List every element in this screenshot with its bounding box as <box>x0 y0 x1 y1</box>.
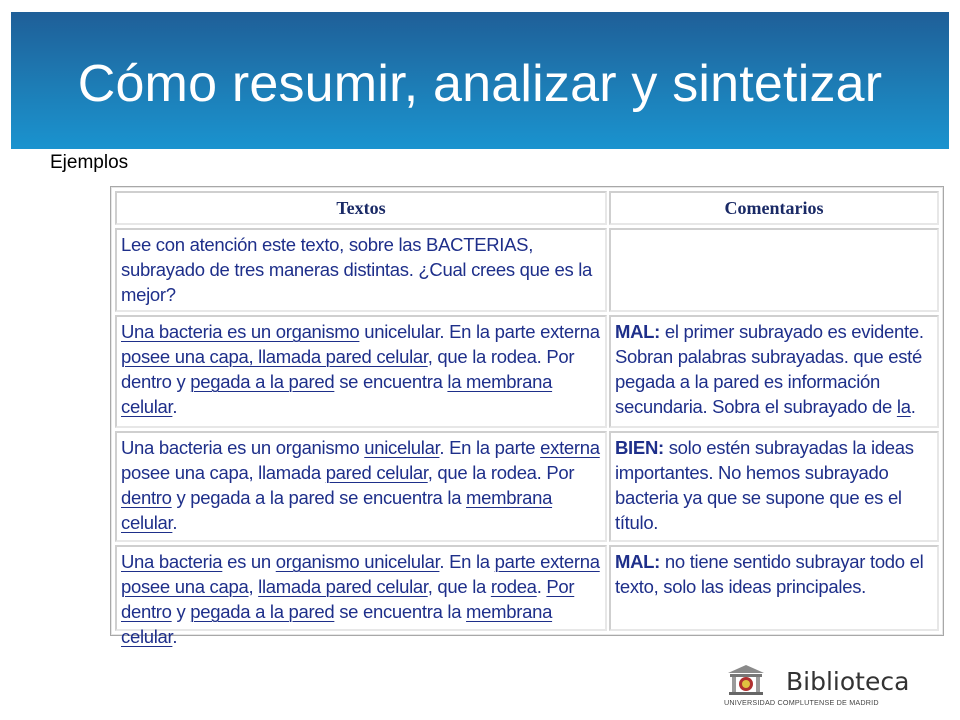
text-segment: no tiene sentido subrayar todo el texto, solo las ideas principales. <box>615 551 924 597</box>
university-crest-icon <box>726 664 766 698</box>
underlined-segment: llamada pared celular <box>258 576 428 597</box>
underlined-segment: rodea <box>490 576 537 597</box>
underlined-segment: Una bacteria es un organismo <box>121 321 360 342</box>
text-segment: Una bacteria es un organismo <box>121 437 365 458</box>
text-segment: se encuentra <box>334 371 448 392</box>
text-segment: , que la rodea. Por dentro y <box>121 346 575 392</box>
header-comentarios: Comentarios <box>609 191 939 225</box>
header-textos: Textos <box>115 191 607 225</box>
underlined-segment: pared celular <box>325 462 428 483</box>
text-segment: el primer subrayado es evidente. Sobran palabras subrayadas. que esté pegada a la pared es información secundaria. Sobra el subrayado de <box>615 321 924 417</box>
text-segment: . En la parte <box>439 437 541 458</box>
underlined-segment: posee una capa, llamada pared celular <box>121 346 428 367</box>
underlined-segment: unicelular <box>364 437 440 458</box>
slide-subtitle: Ejemplos <box>50 152 129 173</box>
underlined-segment: membrana celular <box>121 487 553 533</box>
text-segment: . En la <box>439 551 495 572</box>
text-segment: es un <box>222 551 276 572</box>
underlined-segment: la <box>896 396 911 417</box>
examples-table <box>110 186 944 647</box>
example-comment-3 <box>609 545 939 631</box>
title-bar <box>11 12 949 149</box>
underlined-segment: pegada a la pared <box>190 601 335 622</box>
example-comment-2 <box>609 431 939 542</box>
text-segment: se encuentra la <box>334 601 467 622</box>
intro-comment-cell <box>609 228 939 312</box>
underlined-segment: externa <box>540 437 600 458</box>
logo-subtitle: UNIVERSIDAD COMPLUTENSE DE MADRID <box>724 698 879 707</box>
logo-wordmark: Biblioteca <box>786 667 910 696</box>
verdict-label: MAL: <box>615 321 661 342</box>
verdict-label: BIEN: <box>615 437 664 458</box>
verdict-label: MAL: <box>615 551 661 572</box>
text-segment: . <box>172 396 178 417</box>
underlined-segment: parte externa <box>494 551 600 572</box>
text-segment: y <box>171 601 191 622</box>
text-segment: , <box>248 576 259 597</box>
intro-cell: Lee con atención este texto, sobre las BACTERIAS, subrayado de tres maneras distintas. ¿Cual crees que es la mejor? <box>115 228 607 312</box>
underlined-segment: Por dentro <box>121 576 575 622</box>
text-segment: . <box>910 396 916 417</box>
underlined-segment: organismo unicelular <box>275 551 440 572</box>
text-segment: solo estén subrayadas la ideas importantes. No hemos subrayado bacteria ya que se supone que es el título. <box>615 437 914 533</box>
underlined-segment: dentro <box>121 487 172 508</box>
text-segment: unicelular. En la parte externa <box>359 321 600 342</box>
text-segment: . <box>536 576 547 597</box>
text-segment: y pegada a la pared se encuentra la <box>171 487 467 508</box>
text-segment: , que la rodea. Por <box>427 462 575 483</box>
underlined-segment: membrana celular <box>121 601 553 647</box>
example-text-1 <box>115 315 607 428</box>
example-comment-1 <box>609 315 939 428</box>
text-segment: . <box>172 512 178 533</box>
underlined-segment: pegada a la pared <box>190 371 335 392</box>
underlined-segment: Una bacteria <box>121 551 223 572</box>
slide-title: Cómo resumir, analizar y sintetizar <box>77 55 883 113</box>
underlined-segment: la membrana celular <box>121 371 553 417</box>
underlined-segment: posee una capa <box>121 576 249 597</box>
text-segment: . <box>172 626 178 647</box>
text-segment: , que la <box>427 576 491 597</box>
text-segment: posee una capa, llamada <box>121 462 326 483</box>
example-text-3 <box>115 545 607 647</box>
biblioteca-logo <box>724 664 910 710</box>
example-text-2 <box>115 431 607 542</box>
